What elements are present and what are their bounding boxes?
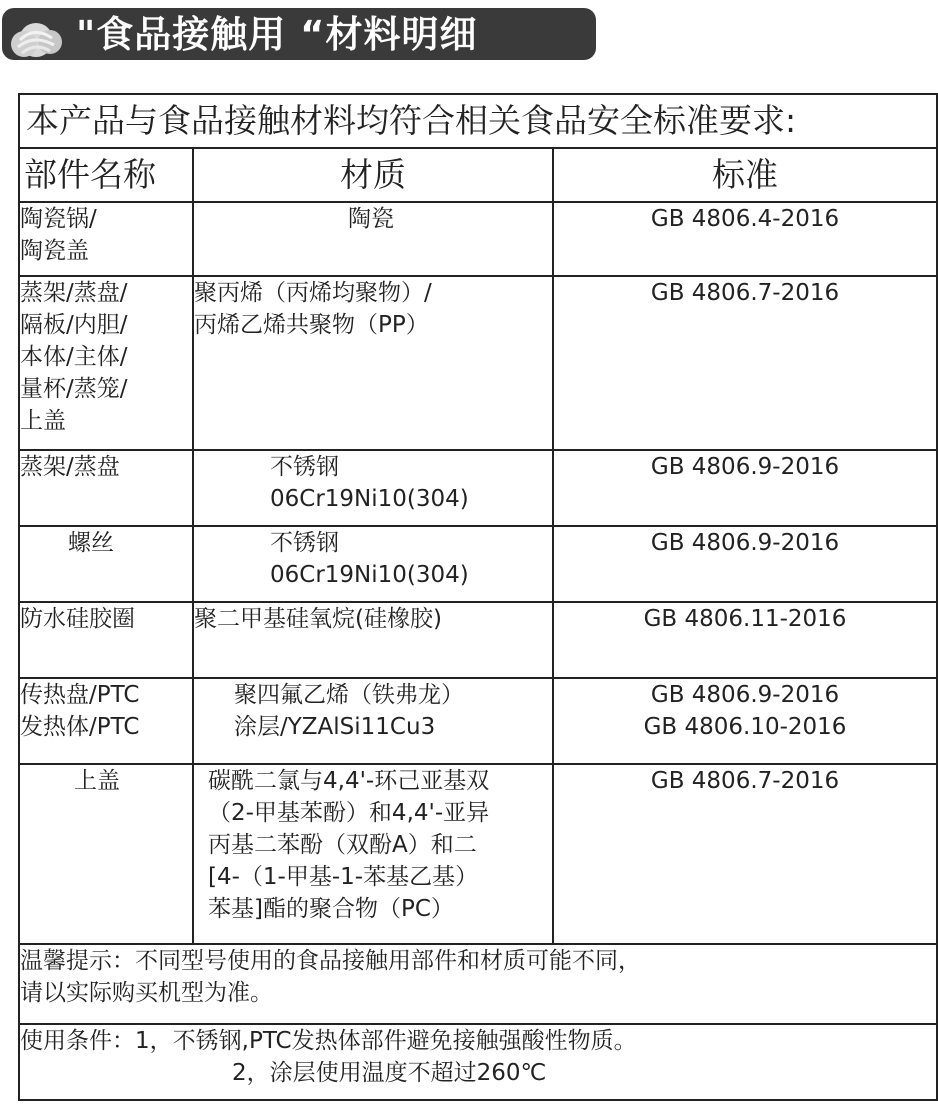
- standard-cell: GB 4806.9-2016 GB 4806.10-2016: [553, 678, 937, 764]
- cloud-logo-icon: [6, 20, 68, 60]
- material-cell: 不锈钢 06Cr19Ni10(304): [193, 526, 553, 602]
- material-cell: 聚四氟乙烯（铁弗龙） 涂层/YZAlSi11Cu3: [193, 678, 553, 764]
- table-row: [19, 764, 937, 944]
- part-cell: 陶瓷锅/ 陶瓷盖: [19, 202, 193, 276]
- notice-row: [19, 944, 937, 1024]
- banner-title: "食品接触用 “材料明细: [76, 13, 478, 56]
- warm-reminder: 温馨提示：不同型号使用的食品接触用部件和材质可能不同， 请以实际购买机型为准。: [19, 944, 937, 1024]
- material-cell: 聚丙烯（丙烯均聚物）/ 丙烯乙烯共聚物（PP）: [193, 276, 553, 450]
- materials-table: [18, 93, 938, 1101]
- material-cell: 碳酰二氯与4,4'-环己亚基双 （2-甲基苯酚）和4,4'-亚异 丙基二苯酚（双酚A）和二 [4-（1-甲基-1-苯基乙基） 苯基]酯的聚合物（PC）: [193, 764, 553, 944]
- part-cell: 蒸架/蒸盘/ 隔板/内胆/ 本体/主体/ 量杯/蒸笼/ 上盖: [19, 276, 193, 450]
- material-cell: 不锈钢 06Cr19Ni10(304): [193, 450, 553, 526]
- standard-cell: GB 4806.7-2016: [553, 764, 937, 944]
- table-row: [19, 602, 937, 678]
- section-banner: [2, 8, 596, 60]
- standard-cell: GB 4806.7-2016: [553, 276, 937, 450]
- part-cell: 螺丝: [19, 526, 193, 602]
- header-part-name: 部件名称: [19, 148, 193, 202]
- usage-conditions: 使用条件：1，不锈钢,PTC发热体部件避免接触强酸性物质。 2，涂层使用温度不超过260℃: [19, 1024, 937, 1100]
- table-row: [19, 202, 937, 276]
- table-row: [19, 450, 937, 526]
- header-material: 材质: [193, 148, 553, 202]
- standard-cell: GB 4806.9-2016: [553, 526, 937, 602]
- table-row: [19, 678, 937, 764]
- standard-cell: GB 4806.9-2016: [553, 450, 937, 526]
- table-row: [19, 526, 937, 602]
- part-cell: 蒸架/蒸盘: [19, 450, 193, 526]
- material-cell: 聚二甲基硅氧烷(硅橡胶): [193, 602, 553, 678]
- part-cell: 上盖: [19, 764, 193, 944]
- conditions-row: [19, 1024, 937, 1100]
- material-cell: 陶瓷: [193, 202, 553, 276]
- standard-cell: GB 4806.11-2016: [553, 602, 937, 678]
- header-standard: 标准: [553, 148, 937, 202]
- part-cell: 传热盘/PTC 发热体/PTC: [19, 678, 193, 764]
- part-cell: 防水硅胶圈: [19, 602, 193, 678]
- compliance-statement: 本产品与食品接触材料均符合相关食品安全标准要求:: [19, 94, 937, 148]
- table-row: [19, 276, 937, 450]
- standard-cell: GB 4806.4-2016: [553, 202, 937, 276]
